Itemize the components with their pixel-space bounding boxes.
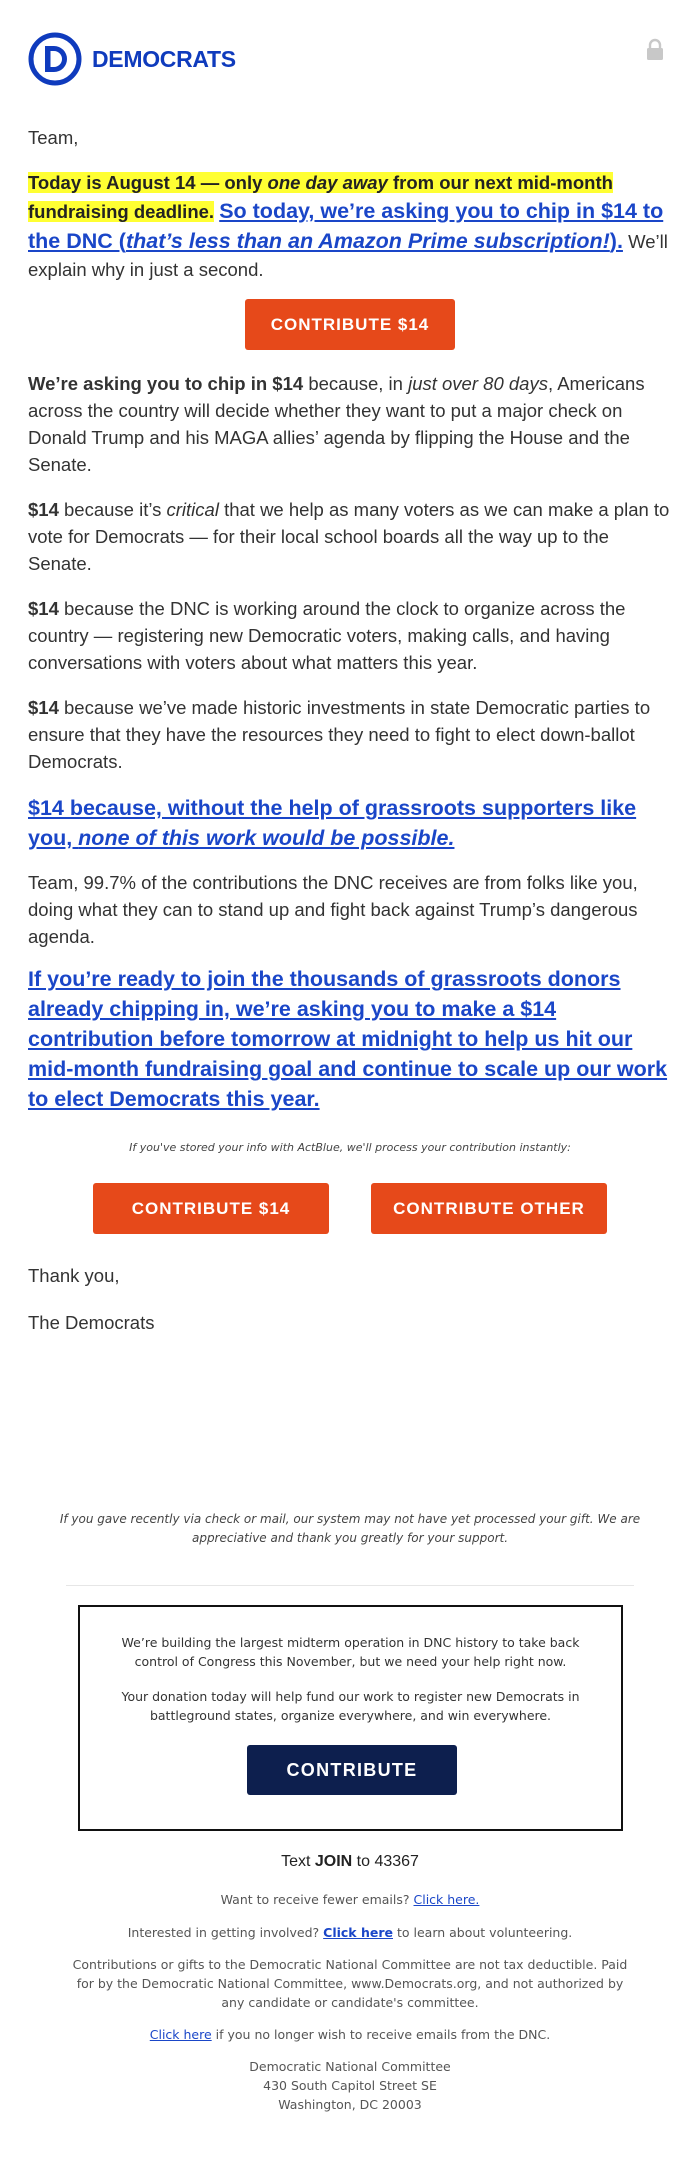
paragraph-2 [28,496,672,577]
mail-note: If you gave recently via check or mail, our system may not have yet processed your gift. We are appreciative and thank you greatly for your support. [59,1512,641,1545]
actblue-note: If you've stored your info with ActBlue, we'll process your contribution instantly: [129,1141,571,1154]
fewer-emails-text: Want to receive fewer emails? [220,1892,414,1907]
intro-highlight-text-2: from our next mid-month fundraising deadline. [28,172,613,222]
text-join-prefix: Text [281,1853,315,1870]
paragraph-6: Team, 99.7% of the contributions the DNC receives are from folks like you, doing what they can to stand up and fight back against Trump’s dangerous agenda. [28,872,638,947]
greeting: Team, [28,127,79,148]
text-join-keyword: JOIN [314,1853,353,1870]
contribute-button[interactable]: CONTRIBUTE [247,1745,457,1795]
unsubscribe-link[interactable]: Click here [149,2027,212,2042]
intro-highlight-text: Today is August 14 — only [28,172,268,193]
text-join [60,1852,640,1871]
democrats-logo[interactable] [28,32,236,86]
address-line-2: 430 South Capitol Street SE [263,2078,437,2093]
unsubscribe-text: if you no longer wish to receive emails from the DNC. [211,2027,551,2042]
email-header [28,28,672,88]
contribute-14-button[interactable]: CONTRIBUTE $14 [245,299,455,350]
get-involved-link[interactable]: Click here [323,1925,393,1940]
intro-tail: We’ll explain why in just a second. [28,231,668,280]
intro-link-text: So today, we’re asking you to chip in $14 to the DNC ( [28,199,664,253]
paragraph-1 [28,370,672,478]
ask-link[interactable]: If you’re ready to join the thousands of grassroots donors already chipping in, we’re asking you to make a $14 contribution before tomorrow at midnight to help us hit our mid-month fundraising goal and continue to scale up our work to elect Democrats this year. [28,967,668,1111]
address-line-3: Washington, DC 20003 [278,2097,422,2112]
contribute-other-button[interactable]: CONTRIBUTE OTHER [371,1183,607,1234]
signature: The Democrats [28,1312,155,1333]
paragraph-2-bold: $14 [28,499,59,520]
intro-link-em: that’s less than an Amazon Prime subscription! [125,229,610,253]
paragraph-4-bold: $14 [28,697,59,718]
donation-box [78,1605,623,1831]
grassroots-link-text: $14 because, without the help of grassroots supporters like you, [28,796,637,850]
address-line-1: Democratic National Committee [249,2059,451,2074]
paragraph-2-em: critical [166,499,219,520]
intro-link-text-2: ). [609,229,623,253]
paragraph-5 [28,793,672,853]
intro-paragraph [28,169,672,283]
grassroots-link[interactable] [28,796,636,850]
paragraph-4-text: because we’ve made historic investments in state Democratic parties to ensure that they have the resources they need to fight to elect down-ballot Democrats. [28,697,651,772]
cta1-wrap [28,299,672,350]
lock-icon [646,38,664,60]
text-join-suffix: to 43367 [352,1853,419,1870]
paragraph-1-text: because, in [303,373,409,394]
legal-disclaimer: Contributions or gifts to the Democratic National Committee are not tax deductible. Paid for by the Democratic National Committee, www.Democrats.org, and not authorized by any candidate or candidate's committee. [72,1957,628,2010]
paragraph-1-bold: We’re asking you to chip in $14 [28,373,304,394]
unsubscribe [60,2025,640,2044]
donation-box-text-1: We’re building the largest midterm operation in DNC history to take back control of Congress this November, but we need your help right now. [121,1635,580,1669]
get-involved-text: Interested in getting involved? [127,1925,324,1940]
fewer-emails-link[interactable]: Click here. [413,1892,480,1907]
signoff: Thank you, [28,1265,120,1286]
fewer-emails [60,1890,640,1909]
paragraph-1-text-2: , Americans across the country will decide whether they want to put a major check on Donald Trump and his MAGA allies’ agenda by flipping the House and the Senate. [28,373,645,475]
contribute-14-button-2[interactable]: CONTRIBUTE $14 [93,1183,329,1234]
paragraph-2-text: because it’s [58,499,167,520]
brand-name: DEMOCRATS [92,45,236,72]
intro-highlight-em: one day away [267,172,388,193]
address [60,2057,640,2114]
cta-row [28,1183,672,1234]
donation-box-text-2: Your donation today will help fund our work to register new Democrats in battleground states, organize everywhere, and win everywhere. [121,1689,580,1723]
paragraph-7 [28,964,672,1114]
paragraph-3-bold: $14 [28,598,59,619]
paragraph-2-text-2: that we help as many voters as we can make a plan to vote for Democrats — for their local school boards all the way up to the Senate. [28,499,670,574]
paragraph-3-text: because the DNC is working around the clock to organize across the country — registering new Democratic voters, making calls, and having conversations with voters about what matters this year. [28,598,626,673]
footer-divider [66,1585,634,1586]
get-involved-suffix: to learn about volunteering. [393,1925,573,1940]
democrats-d-logo-icon [28,32,82,86]
paragraph-3 [28,595,672,676]
grassroots-link-em: none of this work would be possible. [78,826,455,850]
email-body [28,124,672,1354]
paragraph-1-em: just over 80 days [408,373,548,394]
get-involved [60,1923,640,1942]
paragraph-4 [28,694,672,775]
